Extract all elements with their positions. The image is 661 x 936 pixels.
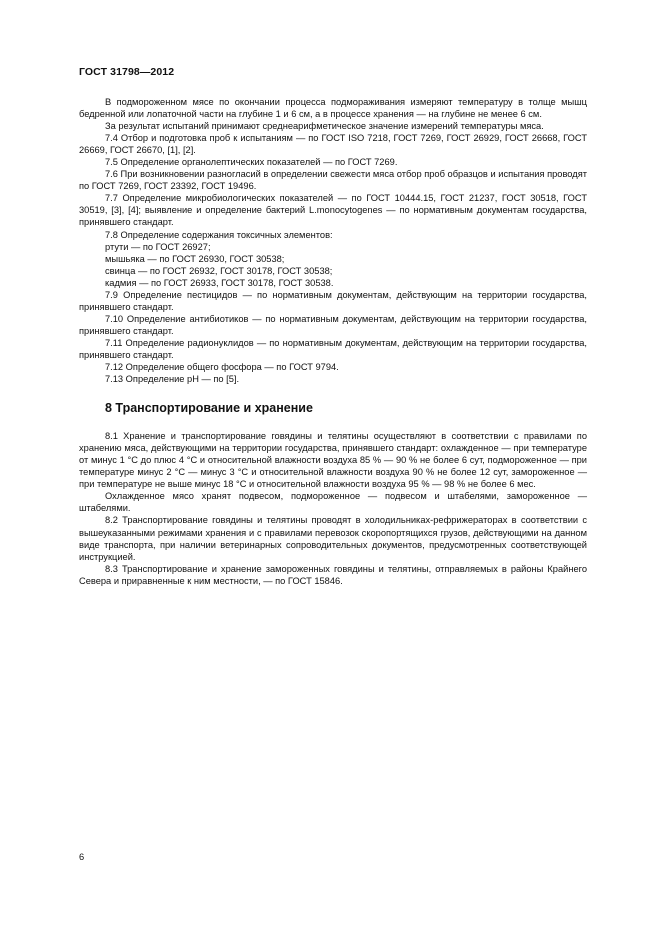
clause-7-7: 7.7 Определение микробиологических показателей — по ГОСТ 10444.15, ГОСТ 21237, ГОСТ 30518, ГОСТ 30519, [3], [4]; выявление и определение бактерий L.monocytogenes — по нормативным документам государства, принявшего стандарт. [79, 193, 587, 228]
clause-8-1: 8.1 Хранение и транспортирование говядины и телятины осуществляют в соответствии с правилами по хранению мяса, действующими на территории государства, принявшего стандарт: охлажденное — при температуре от минус 1 °С до плюс 4 °С и относительной влажности воздуха 85 % — 90 % не более 6 сут, подмороженное — при температуре минус 2 °С — минус 3 °С и относительной влажности воздуха 90 % не более 12 сут, замороженное — при температуре не выше минус 18 °С и относительной влажности воздуха 95 % — 98 % не более 6 мес. [79, 431, 587, 490]
paragraph-test-result: За результат испытаний принимают среднеарифметическое значение измерений температуры мяса. [105, 121, 544, 132]
paragraph-temperature-measurement: В подмороженном мясе по окончании процесса подмораживания измеряют температуру в толще мышц бедренной или лопаточной части на глубине 1 и 6 см, а в процессе хранения — на глубине не менее 6 см. [79, 97, 587, 120]
clause-7-8: 7.8 Определение содержания токсичных элементов: [105, 229, 333, 240]
clause-7-6: 7.6 При возникновении разногласий в определении свежести мяса отбор проб образцов и испытания проводят по ГОСТ 7269, ГОСТ 23392, ГОСТ 19496. [79, 169, 587, 192]
clause-7-13: 7.13 Определение pH — по [5]. [105, 374, 240, 385]
clause-7-5: 7.5 Определение органолептических показателей — по ГОСТ 7269. [105, 157, 398, 168]
toxic-element-mercury: ртути — по ГОСТ 26927; [105, 241, 211, 252]
clause-7-11: 7.11 Определение радионуклидов — по нормативным документам, действующим на территории государства, принявшего стандарт. [79, 337, 587, 360]
document-body [79, 96, 587, 587]
clause-8-2: 8.2 Транспортирование говядины и телятины проводят в холодильниках-рефрижераторах в соответствии с вышеуказанными режимами хранения и с правилами перевозок скоропортящихся грузов, действующими на данном виде транспорта, при наличии ветеринарных сопроводительных документов, предусмотренных соответствующей инструкцией. [79, 515, 587, 562]
clause-7-4: 7.4 Отбор и подготовка проб к испытаниям — по ГОСТ ISO 7218, ГОСТ 7269, ГОСТ 26929, ГОСТ 26668, ГОСТ 26669, ГОСТ 26670, [1], [2]. [79, 133, 587, 156]
toxic-element-cadmium: кадмия — по ГОСТ 26933, ГОСТ 30178, ГОСТ 30538. [105, 277, 334, 288]
toxic-element-lead: свинца — по ГОСТ 26932, ГОСТ 30178, ГОСТ 30538; [105, 265, 333, 276]
paragraph-storage-methods: Охлажденное мясо хранят подвесом, подмороженное — подвесом и штабелями, замороженное — штабелями. [79, 491, 587, 514]
section-8-heading: 8 Транспортирование и хранение [105, 401, 313, 416]
clause-7-12: 7.12 Определение общего фосфора — по ГОСТ 9794. [105, 362, 339, 373]
clause-7-9: 7.9 Определение пестицидов — по нормативным документам, действующим на территории государства, принявшего стандарт. [79, 289, 587, 312]
clause-7-10: 7.10 Определение антибиотиков — по нормативным документам, действующим на территории государства, принявшего стандарт. [79, 313, 587, 336]
document-header: ГОСТ 31798—2012 [79, 66, 175, 78]
page-number: 6 [79, 852, 85, 862]
toxic-element-arsenic: мышьяка — по ГОСТ 26930, ГОСТ 30538; [105, 253, 285, 264]
clause-8-3: 8.3 Транспортирование и хранение замороженных говядины и телятины, отправляемых в районы Крайнего Севера и приравненные к ним местности, — по ГОСТ 15846. [79, 563, 587, 586]
